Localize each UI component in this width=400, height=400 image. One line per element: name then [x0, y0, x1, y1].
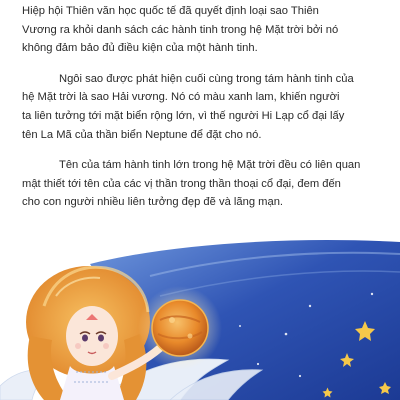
- text-line: cho con người nhiều liên tưởng đẹp đẽ và lãng mạn.: [22, 196, 284, 209]
- paragraph-2: [22, 70, 384, 144]
- planet-orb: [138, 286, 222, 370]
- goddess-face: [66, 306, 118, 366]
- text-line: mật thiết tới tên của các vị thần trong thần thoại cổ đại, đem đến: [22, 177, 341, 190]
- text-line: Hiệp hội Thiên văn học quốc tế đã quyết định loại sao Thiên: [22, 5, 319, 17]
- text-body: [22, 0, 384, 224]
- goddess-planet-illustration: [0, 236, 400, 400]
- text-line: ta liên tưởng tới mặt biển rộng lớn, vì thế người Hi Lạp cổ đại lấy: [22, 109, 345, 122]
- text-line: hệ Mặt trời là sao Hải vương. Nó có màu xanh lam, khiến người: [22, 91, 340, 104]
- text-line: Ngôi sao được phát hiện cuối cùng trong tám hành tinh của: [59, 72, 354, 85]
- paragraph-1: [22, 2, 384, 58]
- text-line: Vương ra khỏi danh sách các hành tinh trong hệ Mặt trời bởi nó: [22, 23, 339, 36]
- text-line: Tên của tám hành tinh lớn trong hệ Mặt trời đều có liên quan: [59, 159, 361, 172]
- paragraph-3: [22, 156, 384, 212]
- text-line: tên La Mã của thần biển Neptune để đặt cho nó.: [22, 128, 262, 141]
- text-line: không đảm bảo đủ điều kiện của một hành tinh.: [22, 42, 258, 55]
